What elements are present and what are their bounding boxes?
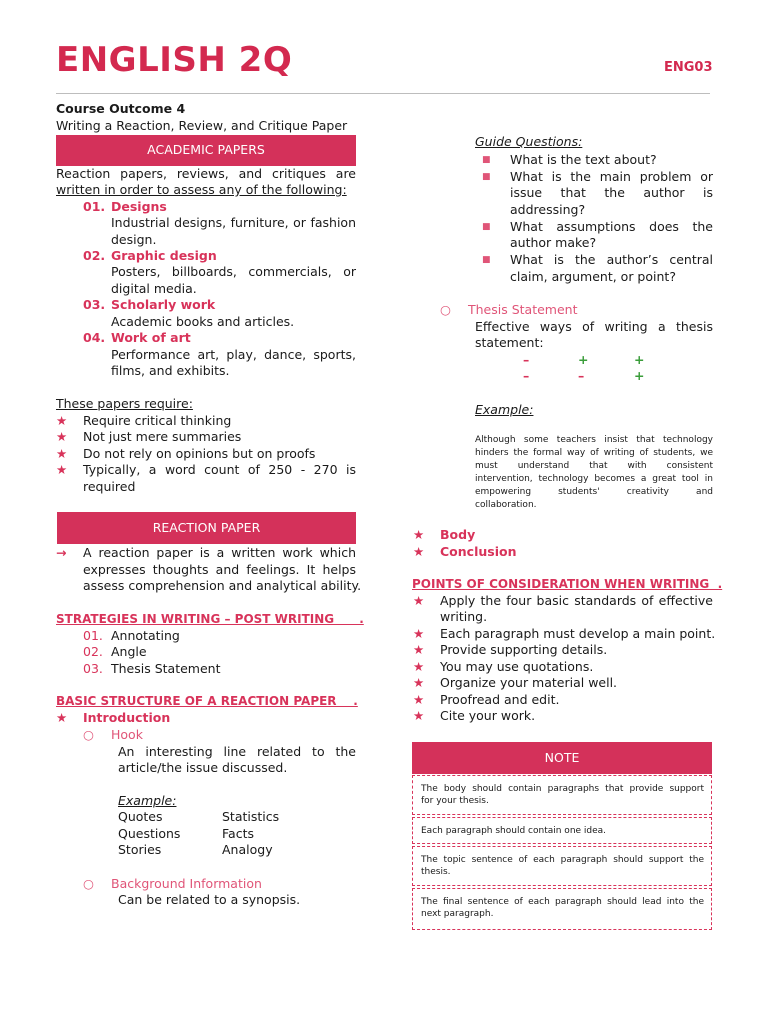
points-item: Apply the four basic standards of effective (440, 593, 713, 608)
note-card (412, 888, 712, 930)
note-card (412, 846, 712, 886)
item-label-designs: Designs (111, 199, 167, 214)
points-item: Each paragraph must develop a main point. (440, 626, 716, 641)
thesis-example-line: intervention, technology becomes a great tool in (475, 474, 713, 484)
circle-bullet-icon: ○ (83, 727, 94, 742)
requires-item: Not just mere summaries (83, 429, 242, 444)
item-label-graphic-design: Graphic design (111, 248, 217, 263)
header-divider (56, 93, 710, 94)
guide-heading: Guide Questions: (475, 134, 583, 149)
item-number: 01. (83, 199, 106, 214)
strategy-item: Thesis Statement (111, 661, 221, 676)
background-info-desc: Can be related to a synopsis. (118, 892, 301, 907)
academic-papers-banner: ACADEMIC PAPERS (56, 135, 356, 166)
star-icon: ★ (56, 462, 68, 477)
star-icon: ★ (413, 642, 425, 657)
points-item: Cite your work. (440, 708, 536, 723)
item-label-scholarly-work: Scholarly work (111, 297, 216, 312)
example-cell: Questions (118, 826, 181, 841)
item-desc: digital media. (111, 281, 197, 296)
minus-sign: – (523, 368, 530, 383)
circle-bullet-icon: ○ (83, 876, 94, 891)
square-bullet-icon: ■ (482, 222, 491, 232)
thesis-example-line: collaboration. (475, 500, 537, 510)
thesis-example-label: Example: (475, 402, 534, 417)
star-icon: ★ (56, 710, 68, 725)
points-heading: POINTS OF CONSIDERATION WHEN WRITING . (412, 577, 723, 591)
reaction-def: A reaction paper is a written work which (83, 545, 356, 560)
square-bullet-icon: ■ (482, 172, 491, 182)
example-label: Example: (118, 793, 177, 808)
thesis-example-line: hinders the formal way of writing of students, we (475, 448, 713, 458)
note-text: The topic sentence of each paragraph should support the (421, 855, 704, 865)
arrow-icon: → (56, 545, 67, 560)
square-bullet-icon: ■ (482, 155, 491, 165)
academic-intro-line-2: written in order to assess any of the following: (56, 182, 347, 197)
thesis-desc: Effective ways of writing a thesis (475, 319, 713, 334)
plus-sign: + (634, 352, 645, 367)
star-icon: ★ (413, 527, 425, 542)
introduction-label: Introduction (83, 710, 171, 725)
item-number: 03. (83, 297, 106, 312)
plus-sign: + (634, 368, 645, 383)
star-icon: ★ (413, 692, 425, 707)
item-desc: films, and exhibits. (111, 363, 230, 378)
reaction-paper-banner: REACTION PAPER (57, 512, 356, 544)
example-cell: Analogy (222, 842, 273, 857)
item-label-work-of-art: Work of art (111, 330, 191, 345)
reaction-def: assess comprehension and analytical ability. (83, 578, 362, 593)
academic-intro-line-1: Reaction papers, reviews, and critiques are (56, 166, 356, 181)
note-card (412, 775, 712, 815)
item-desc: design. (111, 232, 157, 247)
note-text: thesis. (421, 867, 451, 877)
guide-question: issue that the author is (510, 185, 713, 200)
points-item: Provide supporting details. (440, 642, 608, 657)
example-cell: Stories (118, 842, 162, 857)
star-icon: ★ (413, 659, 425, 674)
requires-item: Typically, a word count of 250 - 270 is (83, 462, 356, 477)
item-desc: Posters, billboards, commercials, or (111, 264, 356, 279)
item-desc: Academic books and articles. (111, 314, 295, 329)
strategies-heading: STRATEGIES IN WRITING – POST WRITING . (56, 612, 364, 626)
item-number: 02. (83, 248, 106, 263)
points-item: Organize your material well. (440, 675, 618, 690)
circle-bullet-icon: ○ (440, 302, 451, 317)
guide-question: addressing? (510, 202, 586, 217)
strategy-item: Annotating (111, 628, 180, 643)
course-code: ENG03 (664, 60, 713, 75)
hook-desc: An interesting line related to the (118, 744, 356, 759)
strategy-item: Angle (111, 644, 147, 659)
minus-sign: – (523, 352, 530, 367)
course-outcome: Course Outcome 4 (56, 101, 186, 116)
note-text: The body should contain paragraphs that provide support (421, 784, 704, 794)
hook-desc: article/the issue discussed. (118, 760, 288, 775)
star-icon: ★ (56, 429, 68, 444)
points-item: You may use quotations. (440, 659, 594, 674)
star-icon: ★ (413, 544, 425, 559)
square-bullet-icon: ■ (482, 255, 491, 265)
plus-sign: + (578, 352, 589, 367)
note-card (412, 817, 712, 844)
thesis-example-line: Although some teachers insist that technology (475, 435, 713, 445)
note-text: Each paragraph should contain one idea. (421, 826, 607, 836)
guide-question: What assumptions does the (510, 219, 713, 234)
thesis-example-line: must understand that with consistent (475, 461, 713, 471)
thesis-example-line: empowering students' creativity and (475, 487, 713, 497)
note-text: for your thesis. (421, 796, 489, 806)
requires-heading: These papers require: (56, 396, 193, 411)
example-cell: Statistics (222, 809, 280, 824)
structure-heading: BASIC STRUCTURE OF A REACTION PAPER . (56, 694, 358, 708)
item-number: 01. (83, 628, 103, 643)
star-icon: ★ (413, 708, 425, 723)
hook-label: Hook (111, 727, 143, 742)
reaction-def: expresses thoughts and feelings. It helps (83, 562, 356, 577)
page-title: ENGLISH 2Q (56, 40, 293, 80)
note-text: next paragraph. (421, 909, 494, 919)
guide-question: author make? (510, 235, 597, 250)
guide-question: What is the main problem or (510, 169, 713, 184)
example-cell: Quotes (118, 809, 163, 824)
guide-question: What is the author’s central (510, 252, 713, 267)
example-cell: Facts (222, 826, 254, 841)
note-banner: NOTE (412, 742, 712, 774)
body-label: Body (440, 527, 476, 542)
star-icon: ★ (413, 626, 425, 641)
requires-item: required (83, 479, 136, 494)
item-number: 04. (83, 330, 106, 345)
requires-item: Require critical thinking (83, 413, 232, 428)
item-number: 03. (83, 661, 103, 676)
conclusion-label: Conclusion (440, 544, 517, 559)
star-icon: ★ (413, 675, 425, 690)
thesis-desc: statement: (475, 335, 544, 350)
note-text: The final sentence of each paragraph should lead into the (421, 897, 704, 907)
star-icon: ★ (56, 446, 68, 461)
guide-question: What is the text about? (510, 152, 657, 167)
points-item: Proofread and edit. (440, 692, 560, 707)
star-icon: ★ (413, 593, 425, 608)
item-desc: Industrial designs, furniture, or fashion (111, 215, 356, 230)
background-info-label: Background Information (111, 876, 262, 891)
item-desc: Performance art, play, dance, sports, (111, 347, 356, 362)
star-icon: ★ (56, 413, 68, 428)
requires-item: Do not rely on opinions but on proofs (83, 446, 316, 461)
points-item: writing. (440, 609, 488, 624)
minus-sign: – (578, 368, 585, 383)
thesis-label: Thesis Statement (468, 302, 578, 317)
guide-question: claim, argument, or point? (510, 269, 676, 284)
item-number: 02. (83, 644, 103, 659)
course-subtitle: Writing a Reaction, Review, and Critique Paper (56, 118, 348, 133)
